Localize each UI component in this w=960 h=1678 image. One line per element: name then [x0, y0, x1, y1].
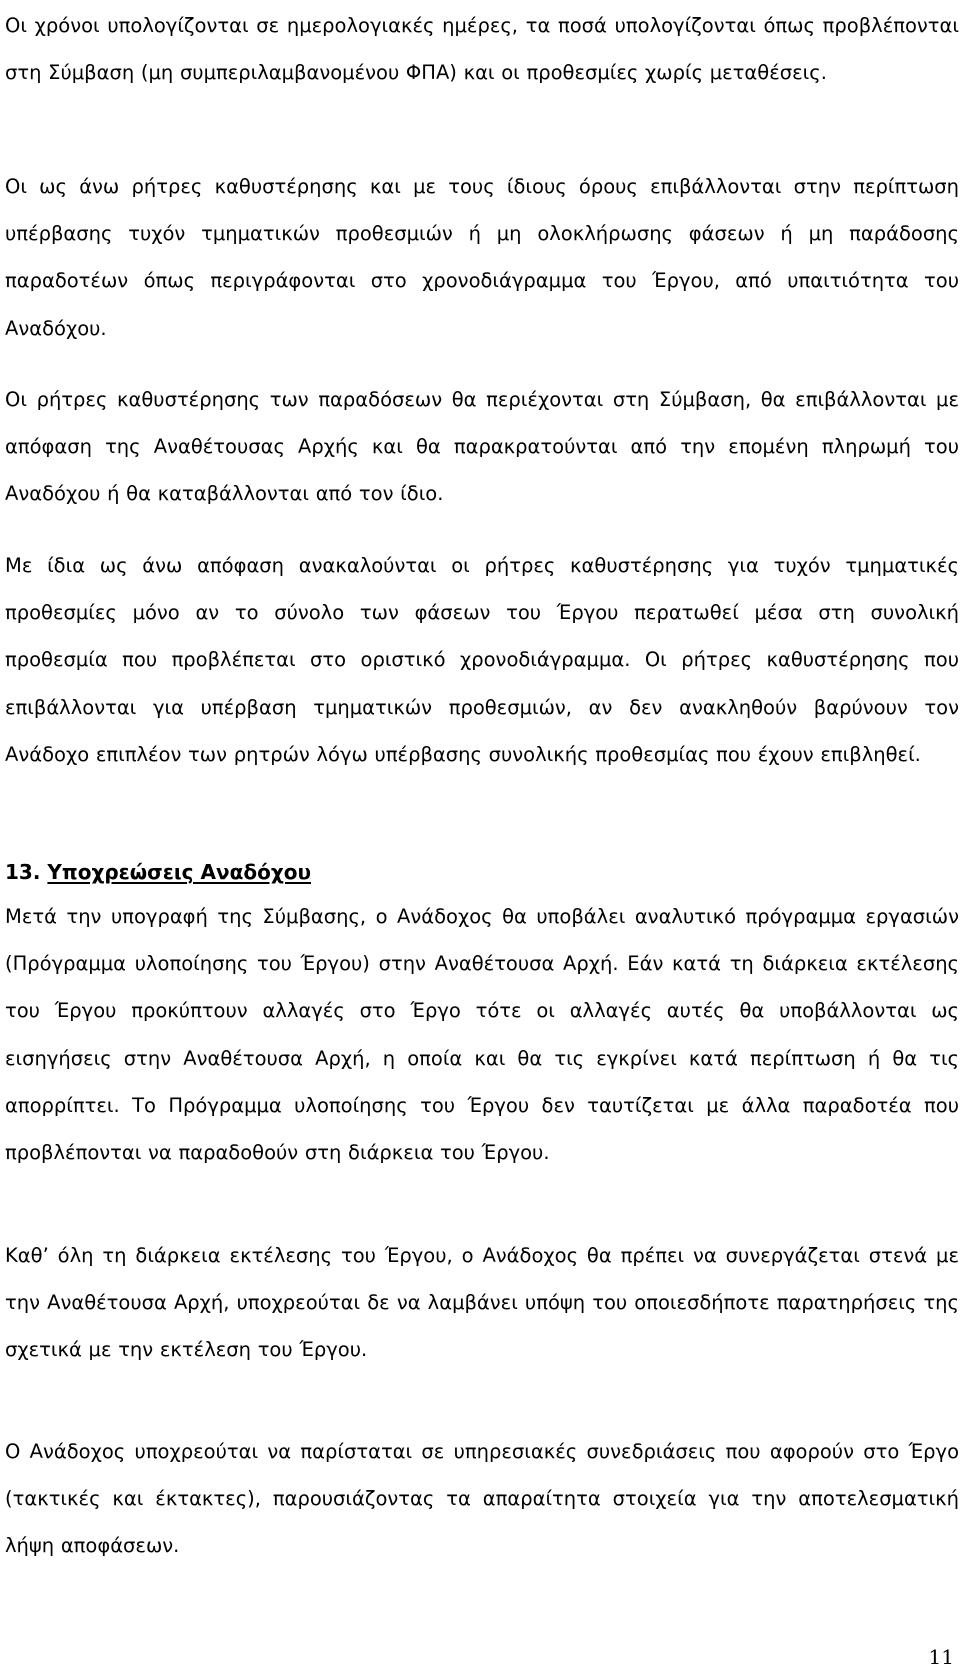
- paragraph-meetings: Ο Ανάδοχος υποχρεούται να παρίσταται σε υπηρεσιακές συνεδριάσεις που αφορούν στο Έργο (τακτικές και έκτακτες), παρουσιάζοντας τα απαραίτητα στοιχεία για την αποτελεσματική λήψη αποφάσεων.: [5, 1440, 959, 1558]
- paragraph-partial-deadlines: Οι ως άνω ρήτρες καθυστέρησης και με τους ίδιους όρους επιβάλλονται στην περίπτωση υπέρβασης τυχόν τμηματικών προθεσμιών ή μη ολοκλήρωσης φάσεων ή μη παράδοσης παραδοτέων όπως περιγράφονται στο χρονοδιάγραμμα του Έργου, από υπαιτιότητα του Αναδόχου.: [5, 175, 959, 340]
- paragraph-cooperation: Καθ’ όλη τη διάρκεια εκτέλεσης του Έργου, ο Ανάδοχος θα πρέπει να συνεργάζεται στενά με την Αναθέτουσα Αρχή, υποχρεούται δε να λαμβάνει υπόψη του οποιεσδήποτε παρατηρήσεις της σχετικά με την εκτέλεση του Έργου.: [5, 1244, 959, 1362]
- paragraph-work-programme: Μετά την υπογραφή της Σύμβασης, ο Ανάδοχος θα υποβάλει αναλυτικό πρόγραμμα εργασιών (Πρόγραμμα υλοποίησης του Έργου) στην Αναθέτουσα Αρχή. Εάν κατά τη διάρκεια εκτέλεσης του Έργου προκύπτουν αλλαγές στο Έργο τότε οι αλλαγές αυτές θα υποβάλλονται ως εισηγήσεις στην Αναθέτουσα Αρχή, η οποία και θα τις εγκρίνει κατά περίπτωση ή θα τις απορρίπτει. Το Πρόγραμμα υλοποίησης του Έργου δεν ταυτίζεται με άλλα παραδοτέα που προβλέπονται να παραδοθούν στη διάρκεια του Έργου.: [5, 905, 959, 1165]
- section-heading: [5, 852, 311, 892]
- section-number: 13.: [5, 860, 41, 884]
- paragraph-penalty-imposition: Οι ρήτρες καθυστέρησης των παραδόσεων θα περιέχονται στη Σύμβαση, θα επιβάλλονται με απόφαση της Αναθέτουσας Αρχής και θα παρακρατούνται από την επομένη πληρωμή του Αναδόχου ή θα καταβάλλονται από τον ίδιο.: [5, 388, 959, 506]
- paragraph-penalty-revocation: Με ίδια ως άνω απόφαση ανακαλούνται οι ρήτρες καθυστέρησης για τυχόν τμηματικές προθεσμίες μόνο αν το σύνολο των φάσεων του Έργου περατωθεί μέσα στη συνολική προθεσμία που προβλέπεται στο οριστικό χρονοδιάγραμμα. Οι ρήτρες καθυστέρησης που επιβάλλονται για υπέρβαση τμηματικών προθεσμιών, αν δεν ανακληθούν βαρύνουν τον Ανάδοχο επιπλέον των ρητρών λόγω υπέρβασης συνολικής προθεσμίας που έχουν επιβληθεί.: [5, 554, 959, 766]
- page-number: 11: [928, 1645, 954, 1669]
- section-title: Υποχρεώσεις Αναδόχου: [47, 860, 311, 884]
- paragraph-time-calculation: Οι χρόνοι υπολογίζονται σε ημερολογιακές ημέρες, τα ποσά υπολογίζονται όπως προβλέπονται στη Σύμβαση (μη συμπεριλαμβανομένου ΦΠΑ) και οι προθεσμίες χωρίς μεταθέσεις.: [5, 14, 959, 85]
